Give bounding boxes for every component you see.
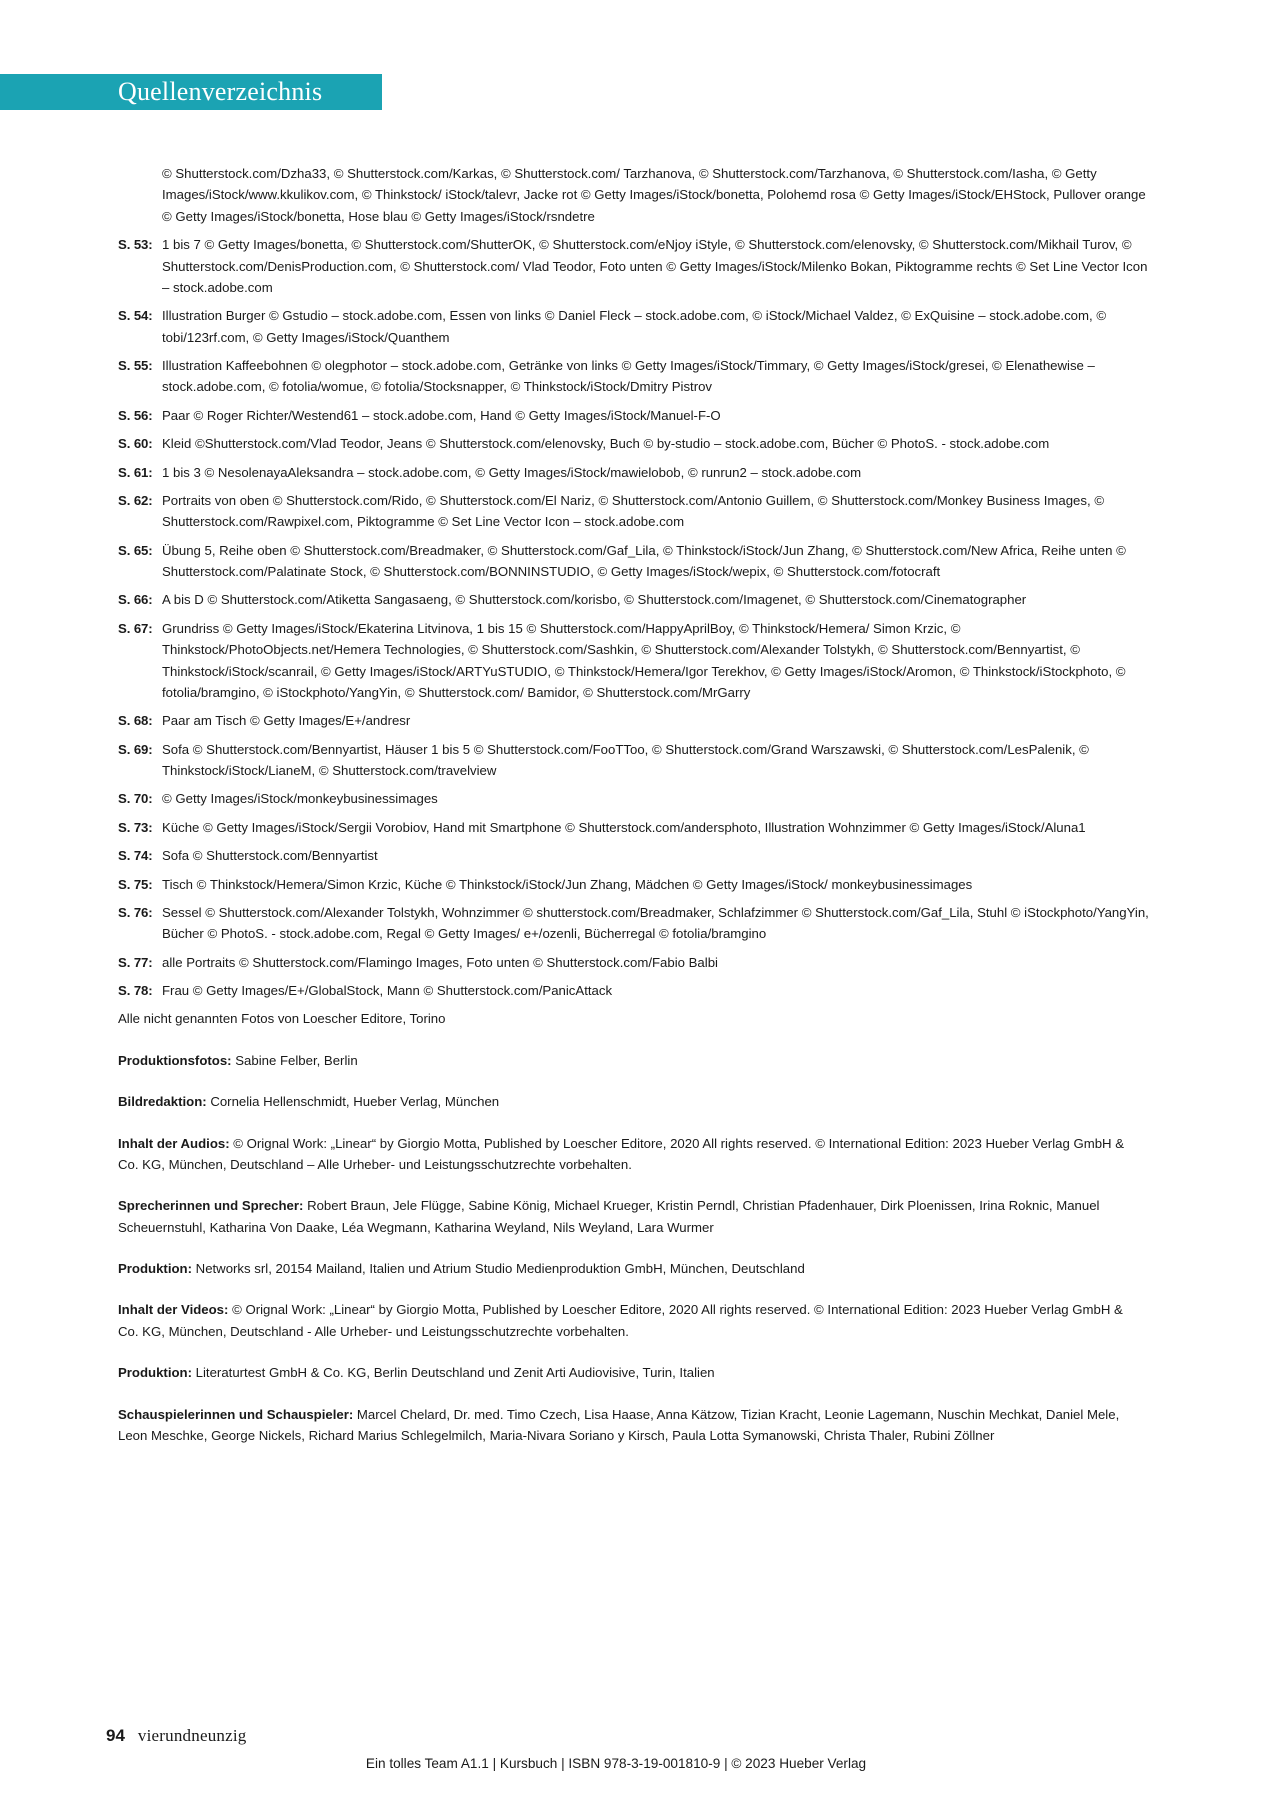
credit-section-text: Cornelia Hellenschmidt, Hueber Verlag, München <box>206 1094 500 1110</box>
credit-entry <box>118 788 1154 809</box>
source-credits-content <box>118 163 1154 1446</box>
credit-entry-text: Kleid ©Shutterstock.com/Vlad Teodor, Jeans © Shutterstock.com/elenovsky, Buch © by-studio – stock.adobe.com, Bücher © PhotoS. - stock.adobe.com <box>162 436 1050 452</box>
credit-entry-text: Frau © Getty Images/E+/GlobalStock, Mann © Shutterstock.com/PanicAttack <box>162 983 613 998</box>
credit-section-text: Networks srl, 20154 Mailand, Italien und Atrium Studio Medienproduktion GmbH, München, Deutschland <box>192 1261 805 1276</box>
header-banner <box>0 74 382 110</box>
closing-note: Alle nicht genannten Fotos von Loescher Editore, Torino <box>118 1011 446 1027</box>
credit-entry <box>118 817 1154 838</box>
credit-section-label: Sprecherinnen und Sprecher: <box>118 1198 304 1214</box>
credit-section-text: Robert Braun, Jele Flügge, Sabine König, Michael Krueger, Kristin Perndl, Christian Pfadenhauer, Dirk Ploenissen, Irina Roknic, Manuel Scheuernstuhl, Katharina Von Daake, Léa Wegmann, Katharina Weyland, Nils Weyland, Lara Wurmer <box>118 1198 1100 1235</box>
credit-entry <box>118 540 1154 583</box>
credit-entry-page: S. 68: <box>118 713 153 729</box>
credit-entry <box>118 618 1154 704</box>
credit-entry-page: S. 61: <box>118 464 153 480</box>
credit-entry <box>118 739 1154 782</box>
credit-entry <box>118 490 1154 533</box>
credit-entry-text: Übung 5, Reihe oben © Shutterstock.com/Breadmaker, © Shutterstock.com/Gaf_Lila, © Thinkstock/iStock/Jun Zhang, © Shutterstock.com/New Africa, Reihe unten © Shutterstock.com/Palatinate Stock, © Shutterstock.com/BONNINSTUDIO, © Getty Images/iStock/wepix, © Shutterstock.com/fotocraft <box>162 542 1126 579</box>
page-title: Quellenverzeichnis <box>118 77 323 106</box>
credit-entry-page: S. 65: <box>118 542 153 558</box>
credit-section-text: © Orignal Work: „Linear“ by Giorgio Motta, Published by Loescher Editore, 2020 All rights reserved. © International Edition: 2023 Hueber Verlag GmbH & Co. KG, München, Deutschland - Alle Urheber- und Leistungsschutzrechte vorbehalten. <box>118 1302 1123 1339</box>
credit-section-label: Produktionsfotos: <box>118 1052 232 1068</box>
credit-entry-text: 1 bis 3 © NesolenayaAleksandra – stock.adobe.com, © Getty Images/iStock/mawielobob, © runrun2 – stock.adobe.com <box>162 464 862 480</box>
credit-section-label: Produktion: <box>118 1261 192 1276</box>
credit-section-label: Bildredaktion: <box>118 1094 207 1110</box>
credit-entry-text: Paar © Roger Richter/Westend61 – stock.adobe.com, Hand © Getty Images/iStock/Manuel-F-O <box>162 407 721 423</box>
credit-entry <box>118 405 1154 426</box>
credit-section-label: Inhalt der Videos: <box>118 1302 229 1318</box>
production-credits-list <box>118 1050 1154 1447</box>
credit-section <box>118 1133 1128 1176</box>
imprint-line: Ein tolles Team A1.1 | Kursbuch | ISBN 978-3-19-001810-9 | © 2023 Hueber Verlag <box>365 1756 867 1771</box>
credit-entry-text: Sessel © Shutterstock.com/Alexander Tolstykh, Wohnzimmer © shutterstock.com/Breadmaker, Schlafzimmer © Shutterstock.com/Gaf_Lila, Stuhl © iStockphoto/YangYin, Bücher © PhotoS. - stock.adobe.com, Regal © Getty Images/ e+/ozenli, Bücherregal © fotolia/bramgino <box>162 904 1149 942</box>
credit-entry <box>118 305 1154 348</box>
folio <box>106 1726 1166 1746</box>
credit-entry-text: Paar am Tisch © Getty Images/E+/andresr <box>162 713 411 729</box>
credit-section <box>118 1362 1128 1383</box>
credit-section-label: Schauspielerinnen und Schauspieler: <box>118 1406 354 1422</box>
credit-section <box>118 1050 1128 1071</box>
credit-entry-page: S. 62: <box>118 492 153 508</box>
credit-entry <box>118 710 1154 731</box>
credit-section-label: Inhalt der Audios: <box>118 1135 230 1151</box>
credit-entry-text: Grundriss © Getty Images/iStock/Ekaterina Litvinova, 1 bis 15 © Shutterstock.com/HappyAprilBoy, © Thinkstock/Hemera/ Simon Krzic, © Thinkstock/PhotoObjects.net/Hemera Technologies, © Shutterstock.com/Sashkin, © Shutterstock.com/Alexander Tolstykh, © Shutterstock.com/Bennyartist, © Thinkstock/iStock/scanrail, © Getty Images/iStock/ARTYuSTUDIO, © Thinkstock/Hemera/Igor Terekhov, © Getty Images/iStock/Aromon, © Thinkstock/iStockphoto, © fotolia/bramgino, © iStockphoto/YangYin, © Shutterstock.com/ Bamidor, © Shutterstock.com/MrGarry <box>162 620 1126 700</box>
credit-entry-text: Illustration Kaffeebohnen © olegphotor – stock.adobe.com, Getränke von links © Getty Images/iStock/Timmary, © Getty Images/iStock/gresei, © Elenathewise – stock.adobe.com, © fotolia/womue, © fotolia/Stocksnapper, © Thinkstock/iStock/Dmitry Pistrov <box>162 358 1095 395</box>
credit-entry-page: S. 77: <box>118 954 153 970</box>
credit-entry-text: Sofa © Shutterstock.com/Bennyartist, Häuser 1 bis 5 © Shutterstock.com/FooTToo, © Shutterstock.com/Grand Warszawski, © Shutterstock.com/LesPalenik, © Thinkstock/iStock/LianeM, © Shutterstock.com/travelview <box>162 741 1089 778</box>
credit-entry <box>118 845 1154 866</box>
credit-entry <box>118 952 1154 973</box>
credit-entry <box>118 589 1154 610</box>
credit-entry-text: © Getty Images/iStock/monkeybusinessimages <box>162 791 438 807</box>
credit-section <box>118 1404 1128 1447</box>
credit-entry-page: S. 54: <box>118 308 153 324</box>
credit-entry-text: Sofa © Shutterstock.com/Bennyartist <box>162 848 378 864</box>
credit-entry-page: S. 53: <box>118 237 153 253</box>
credit-entry-page: S. 78: <box>118 983 153 998</box>
credit-entry-page: S. 74: <box>118 848 153 864</box>
credit-entry-text: Tisch © Thinkstock/Hemera/Simon Krzic, Küche © Thinkstock/iStock/Jun Zhang, Mädchen © Getty Images/iStock/ monkeybusinessimages <box>162 876 973 892</box>
credit-entry <box>118 433 1154 454</box>
folio-number: 94 <box>106 1726 125 1745</box>
credit-section-text: Sabine Felber, Berlin <box>231 1052 358 1068</box>
credit-section <box>118 1195 1128 1238</box>
credit-entry-text: 1 bis 7 © Getty Images/bonetta, © Shutterstock.com/ShutterOK, © Shutterstock.com/eNjoy iStyle, © Shutterstock.com/elenovsky, © Shutterstock.com/Mikhail Turov, © Shutterstock.com/DenisProduction.com, © Shutterstock.com/ Vlad Teodor, Foto unten © Getty Images/iStock/Milenko Bokan, Piktogramme rechts © Set Line Vector Icon – stock.adobe.com <box>162 237 1148 295</box>
credit-entry <box>118 234 1154 298</box>
credit-entry-page: S. 56: <box>118 407 153 423</box>
page-footer <box>106 1726 1166 1771</box>
credit-section-text: © Orignal Work: „Linear“ by Giorgio Motta, Published by Loescher Editore, 2020 All rights reserved. © International Edition: 2023 Hueber Verlag GmbH & Co. KG, München, Deutschland – Alle Urheber- und Leistungsschutzrechte vorbehalten. <box>118 1135 1125 1172</box>
credit-section <box>118 1258 1128 1279</box>
credit-entry-text: Illustration Burger © Gstudio – stock.adobe.com, Essen von links © Daniel Fleck – stock.adobe.com, © iStock/Michael Valdez, © ExQuisine – stock.adobe.com, © tobi/123rf.com, © Getty Images/iStock/Quanthem <box>162 308 1107 345</box>
credit-section-text: Marcel Chelard, Dr. med. Timo Czech, Lisa Haase, Anna Kätzow, Tizian Kracht, Leonie Lagemann, Nuschin Mechkat, Daniel Mele, Leon Meschke, George Nickels, Richard Marius Schlegelmilch, Maria-Nivara Soriano y Kirsch, Paula Lotta Symanowski, Christa Thaler, Rubini Zöllner <box>118 1406 1120 1443</box>
credit-entry-page: S. 60: <box>118 436 153 452</box>
credit-entry-page: S. 70: <box>118 791 153 807</box>
credit-entry-text: Portraits von oben © Shutterstock.com/Rido, © Shutterstock.com/El Nariz, © Shutterstock.com/Antonio Guillem, © Shutterstock.com/Monkey Business Images, © Shutterstock.com/Rawpixel.com, Piktogramme © Set Line Vector Icon – stock.adobe.com <box>162 492 1105 530</box>
credit-entry-page: S. 76: <box>118 904 153 920</box>
credit-entry <box>118 462 1154 483</box>
folio-word: vierundneunzig <box>137 1726 247 1745</box>
credit-entry-text: alle Portraits © Shutterstock.com/Flamingo Images, Foto unten © Shutterstock.com/Fabio Balbi <box>162 954 718 970</box>
credit-entry-text: Küche © Getty Images/iStock/Sergii Vorobiov, Hand mit Smartphone © Shutterstock.com/andersphoto, Illustration Wohnzimmer © Getty Images/iStock/Aluna1 <box>162 819 1086 835</box>
credit-entry-page: S. 73: <box>118 819 153 835</box>
credit-entry <box>118 980 1154 1001</box>
page-credit-list <box>118 234 1154 1001</box>
credit-entry <box>118 874 1154 895</box>
credit-entry-text: A bis D © Shutterstock.com/Atiketta Sangasaeng, © Shutterstock.com/korisbo, © Shutterstock.com/Imagenet, © Shutterstock.com/Cinematographer <box>162 592 1027 608</box>
credit-entry-page: S. 66: <box>118 592 153 608</box>
credit-section-text: Literaturtest GmbH & Co. KG, Berlin Deutschland und Zenit Arti Audiovisive, Turin, Italien <box>192 1365 715 1381</box>
credit-entry-page: S. 67: <box>118 620 153 636</box>
credit-entry-page: S. 69: <box>118 741 153 757</box>
credit-entry <box>118 355 1154 398</box>
credit-section <box>118 1091 1128 1112</box>
credit-entry-page: S. 75: <box>118 876 153 892</box>
intro-credit-paragraph: © Shutterstock.com/Dzha33, © Shutterstock.com/Karkas, © Shutterstock.com/ Tarzhanova, © Shutterstock.com/Tarzhanova, © Shutterstock.com/Iasha, © Getty Images/iStock/www.kkulikov.com, © Thinkstock/ iStock/talevr, Jacke rot © Getty Images/iStock/bonetta, Polohemd rosa © Getty Images/iStock/EHStock, Pullover orange © Getty Images/iStock/bonetta, Hose blau © Getty Images/iStock/rsndetre <box>162 166 1146 224</box>
credit-section <box>118 1299 1128 1342</box>
credit-entry-page: S. 55: <box>118 358 153 373</box>
credit-section-label: Produktion: <box>118 1365 192 1381</box>
credit-entry <box>118 902 1154 945</box>
